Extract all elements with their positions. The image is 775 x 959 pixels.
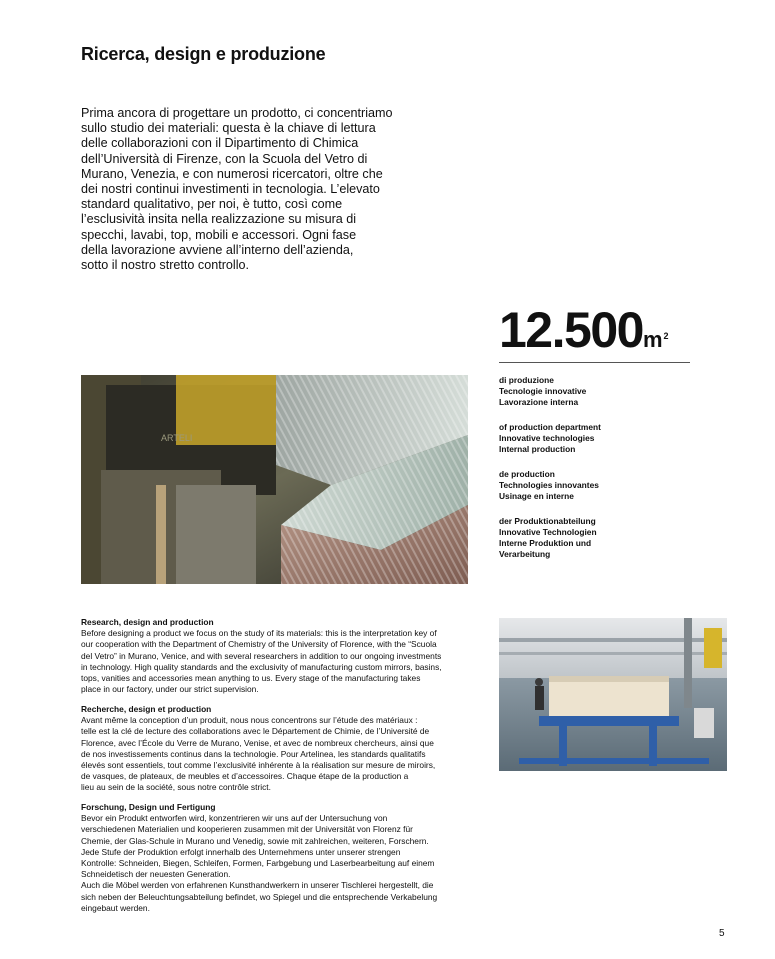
intro-line: standard qualitativo, per noi, è tutto, così come [81, 197, 343, 212]
section-title: Forschung, Design und Fertigung [81, 802, 216, 812]
section-line: del Vetro” in Murano, Venice, and with several researchers in addition to our ongoing investments [81, 650, 442, 661]
caption-french [499, 469, 699, 502]
section-french [81, 704, 481, 794]
machine-label: ARTELI [161, 433, 193, 443]
intro-line: sotto il nostro stretto controllo. [81, 258, 249, 273]
section-line: Jede Stufe der Produktion erfolgt innerhalb des Unternehmens unter unserer strengen [81, 846, 401, 857]
section-line: Kontrolle: Schneiden, Biegen, Schleifen, Formen, Farbgebung und Laserbearbeitung auf einem [81, 858, 435, 869]
caption-line: di produzione [499, 375, 554, 385]
stat-divider [499, 362, 690, 363]
intro-paragraph [81, 106, 411, 273]
section-line: Auch die Möbel werden von erfahrenen Kunsthandwerkern in unserer Tischlerei hergestellt, die [81, 880, 434, 891]
section-line: de vasques, de plateaux, de meubles et d’accessoires. Chaque étape de la production a [81, 771, 409, 782]
section-line: Avant même la conception d’un produit, nous nous concentrons sur l’étude des matériaux : [81, 715, 418, 726]
caption-line: Innovative technologies [499, 433, 595, 443]
page-title: Ricerca, design e produzione [81, 44, 326, 64]
caption-line: Tecnologie innovative [499, 386, 587, 396]
section-line: verschiedenen Materialien und kooperieren zusammen mit der Universität von Florenz für [81, 824, 413, 835]
section-line: Schneidetisch der neuesten Generation. [81, 869, 231, 880]
stat-unit [643, 327, 669, 352]
caption-line: Innovative Technologien [499, 527, 597, 537]
stat-captions [499, 375, 699, 574]
intro-line: dei nostri continui investimenti in tecnologia. L’elevato [81, 182, 380, 197]
caption-german [499, 516, 699, 560]
section-line: lieu au sein de la société, sous notre contrôle strict. [81, 782, 271, 793]
materials-photo [81, 375, 468, 584]
caption-line: of production department [499, 422, 601, 432]
stat-unit-letter: m [642, 327, 663, 352]
section-line: in technology. High quality standards and the exclusivity of manufacturing custom mirrors, basins, [81, 661, 442, 672]
section-line: Florence, avec l’École du Verre de Murano, Venise, et avec de nombreux chercheurs, ainsi que [81, 737, 434, 748]
caption-line: Usinage en interne [499, 491, 574, 501]
section-line: Before designing a product we focus on the study of its materials: this is the interpretation key of [81, 628, 437, 639]
section-line: telle est la clé de lecture des collaborations avec le Département de Chimie, de l’Université de [81, 726, 430, 737]
section-line: tops, vanities and accessories mean anything to us. Every stage of the manufacturing takes [81, 673, 421, 684]
factory-photo [499, 618, 727, 771]
caption-english [499, 422, 699, 455]
intro-line: Murano, Venezia, e con numerosi ricercatori, oltre che [81, 166, 383, 181]
section-line: Chemie, der Glas-Schule in Murano und Venedig, sowie mit zahlreichen, weiteren, Forschern. [81, 835, 429, 846]
section-english [81, 617, 481, 695]
intro-line: sullo studio dei materiali: questa è la chiave di lettura [81, 121, 376, 136]
intro-line: l’esclusività insita nella realizzazione su misura di [81, 212, 357, 227]
section-line: sich neben der Beleuchtungsabteilung befindet, wo Spiegel und die entsprechende Verkabelung [81, 891, 438, 902]
production-area-stat [499, 300, 691, 370]
caption-line: Verarbeitung [499, 549, 551, 559]
section-title: Research, design and production [81, 617, 214, 627]
section-line: our cooperation with the Department of Chemistry of the University of Florence, with the “Scuola [81, 639, 437, 650]
stat-number: 12.500 [499, 302, 643, 358]
stat-unit-sup: 2 [663, 330, 669, 341]
intro-line: dell’Università di Firenze, con la Scuola del Vetro di [81, 151, 368, 166]
section-line: élevés sont essentiels, tout comme l’exclusivité inhérente à la réalisation sur mesure de miroirs, [81, 760, 436, 771]
intro-line: della lavorazione avviene all’interno dell’azienda, [81, 242, 354, 257]
caption-line: Lavorazione interna [499, 397, 579, 407]
stat-figure [499, 300, 691, 370]
page-number: 5 [719, 928, 725, 939]
section-line: Bevor ein Produkt entworfen wird, konzentrieren wir uns auf der Untersuchung von [81, 813, 388, 824]
intro-line: specchi, lavabi, top, mobili e accessori. Ogni fase [81, 227, 357, 242]
intro-line: delle collaborazioni con il Dipartimento di Chimica [81, 136, 359, 151]
section-line: eingebaut werden. [81, 902, 150, 913]
caption-italian [499, 375, 699, 408]
section-title: Recherche, design et production [81, 704, 212, 714]
section-line: de nos investissements continus dans la technologie. Pour Artelinea, les standards qualitatifs [81, 748, 426, 759]
caption-line: Internal production [499, 444, 576, 454]
intro-line: Prima ancora di progettare un prodotto, ci concentriamo [81, 106, 393, 120]
section-german [81, 802, 481, 914]
caption-line: Technologies innovantes [499, 480, 599, 490]
caption-line: der Produktionabteilung [499, 516, 596, 526]
caption-line: de production [499, 469, 555, 479]
section-line: place in our factory, under our strict supervision. [81, 684, 259, 695]
caption-line: Interne Produktion und [499, 538, 592, 548]
